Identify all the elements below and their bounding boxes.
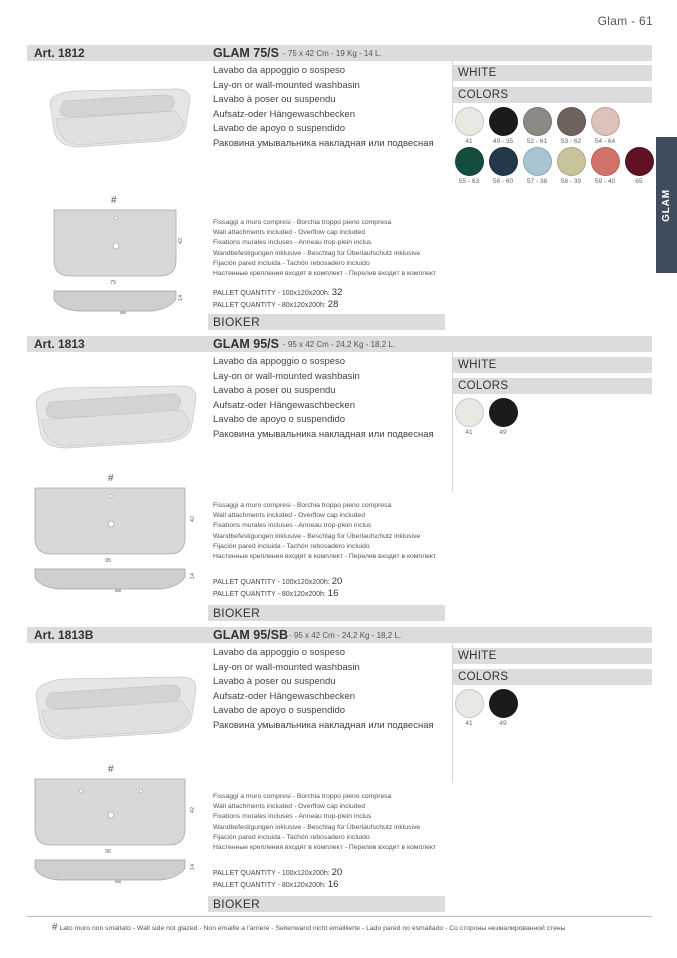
fixing-line: Wall attachments included - Overflow cap included: [213, 803, 365, 811]
color-swatch: [557, 147, 586, 176]
color-swatch: [455, 147, 484, 176]
article-number: Art. 1813B: [34, 628, 94, 642]
fixings-list: [213, 218, 436, 279]
color-code: 59 - 40: [594, 178, 616, 185]
colors-bar: [453, 669, 652, 685]
colors-bar: [453, 378, 652, 394]
pallet-row-a: PALLET QUANTITY - 100x120x200h: 20: [213, 867, 343, 878]
color-swatch: [489, 689, 518, 718]
colors-label: COLORS: [458, 671, 509, 683]
footer-text: Lato muro non smaltato - Wall side not glazed - Non emaille a l'arriere - Seitenwand nicht emaillierte - Lado pared no esmaltado - Со стороны незмалированной стены: [59, 925, 566, 932]
article-bar: [27, 627, 208, 643]
fixing-line: Wandbefestigungen inklusive - Beschlag für Überlaufschutz inklusive: [213, 249, 421, 257]
fixings-list: [213, 501, 436, 562]
color-code: 55 - 63: [458, 178, 480, 185]
description-line: Lavabo da appoggio o sospeso: [213, 647, 346, 658]
description-line: Раковина умывальника накладная или подвесная: [213, 428, 434, 440]
footer-hash: #: [52, 922, 58, 933]
model-name: GLAM 75/S: [213, 46, 279, 60]
fixings-list: [213, 792, 436, 853]
dimension-depth: 42: [190, 515, 197, 523]
description-line: Lavabo da appoggio o sospeso: [213, 356, 346, 367]
white-label: WHITE: [458, 67, 497, 79]
material-label: BIOKER: [213, 897, 261, 911]
dimension-thickness: 14: [178, 294, 185, 302]
fixing-line: Fijación pared incluida - Tachón rebosadero incluido: [213, 259, 370, 267]
colors-label: COLORS: [458, 89, 509, 101]
fixing-line: Wandbefestigungen inklusive - Beschlag für Überlaufschutz inklusive: [213, 532, 421, 540]
description-line: Lavabo de apoyo o suspendido: [213, 123, 346, 134]
color-swatch: [489, 147, 518, 176]
product-section-3: [0, 627, 677, 917]
wall-side-mark: #: [108, 473, 114, 484]
description-line: Aufsatz-oder Hängewaschbecken: [213, 399, 356, 411]
model-specs: - 75 x 42 Cm - 19 Kg - 14 L.: [283, 49, 382, 58]
dimension-width: 95: [105, 558, 112, 564]
color-code: 41: [465, 138, 473, 145]
color-code: 49: [499, 720, 507, 727]
dimension-thickness: 14: [190, 572, 197, 580]
model-specs: - 95 x 42 Cm - 24,2 Kg - 18,2 L.: [283, 340, 396, 349]
model-bar: [208, 336, 652, 352]
description-line: Aufsatz-oder Hängewaschbecken: [213, 690, 356, 702]
fixing-line: Wall attachments included - Overflow cap included: [213, 229, 365, 237]
dimension-depth: 42: [190, 806, 197, 814]
white-bar: [453, 357, 652, 373]
article-bar: [27, 45, 208, 61]
colors-label: COLORS: [458, 380, 509, 392]
pallet-row-a: PALLET QUANTITY - 100x120x200h: 32: [213, 287, 343, 298]
color-swatch: [591, 147, 620, 176]
color-swatch: [455, 689, 484, 718]
material-bar: [208, 605, 445, 621]
pallet-row-b: PALLET QUANTITY - 80x120x200h: 16: [213, 587, 339, 599]
model-name: GLAM 95/SB: [213, 628, 289, 642]
description-list: [213, 646, 434, 733]
basin-side-view: [33, 567, 193, 597]
model-name: GLAM 95/S: [213, 337, 279, 351]
color-code: 57 - 38: [526, 178, 548, 185]
description-line: Lavabo da appoggio o sospeso: [213, 65, 346, 76]
article-number: Art. 1813: [34, 337, 85, 351]
colors-bar: [453, 87, 652, 103]
wall-side-mark: #: [108, 764, 114, 775]
wall-side-mark: #: [111, 195, 117, 206]
fixing-line: Wandbefestigungen inklusive - Beschlag für Überlaufschutz inklusive: [213, 823, 421, 831]
pallet-row-b: PALLET QUANTITY - 80x120x200h: 16: [213, 878, 339, 890]
fixing-line: Wall attachments included - Overflow cap included: [213, 512, 365, 520]
fixing-line: Настенные крепления входят в комплект - Перелив входит в комплект: [213, 553, 437, 561]
color-swatch: [557, 107, 586, 136]
color-swatch: [625, 147, 654, 176]
page-header: Glam - 61: [597, 14, 653, 28]
dimension-thickness: 14: [190, 863, 197, 871]
model-bar: [208, 627, 652, 643]
color-code: 41: [465, 429, 473, 436]
basin-side-view: [33, 858, 193, 888]
color-swatch: [489, 107, 518, 136]
color-code: 65: [635, 178, 643, 185]
color-swatch: [591, 107, 620, 136]
description-line: Lay-on or wall-mounted washbasin: [213, 661, 360, 673]
dimension-width: 95: [105, 849, 112, 855]
description-line: Lavabo à poser ou suspendu: [213, 676, 336, 687]
dimension-depth: 42: [178, 237, 185, 245]
pallet-row-b: PALLET QUANTITY - 80x120x200h: 28: [213, 298, 339, 310]
description-list: [213, 64, 434, 151]
fixing-line: Настенные крепления входят в комплект - Перелив входит в комплект: [213, 844, 437, 852]
description-line: Lavabo de apoyo o suspendido: [213, 414, 346, 425]
article-number: Art. 1812: [34, 46, 85, 60]
description-line: Lay-on or wall-mounted washbasin: [213, 79, 360, 91]
model-bar: [208, 45, 652, 61]
pallet-quantity: [213, 577, 342, 600]
material-label: BIOKER: [213, 606, 261, 620]
basin-top-view: [33, 486, 193, 566]
footer-divider: [27, 916, 652, 917]
color-code: 41: [465, 720, 473, 727]
description-line: Lavabo à poser ou suspendu: [213, 94, 336, 105]
color-swatch: [455, 398, 484, 427]
pallet-row-a: PALLET QUANTITY - 100x120x200h: 20: [213, 576, 343, 587]
color-code: 54 - 64: [594, 138, 616, 145]
white-label: WHITE: [458, 650, 497, 662]
color-code: 53 - 62: [560, 138, 582, 145]
color-code: 52 - 61: [526, 138, 548, 145]
basin-render: [32, 364, 200, 464]
color-code: 58 - 39: [560, 178, 582, 185]
color-swatch: [523, 107, 552, 136]
model-specs: - 95 x 42 Cm - 24,2 Kg - 18,2 L.: [289, 631, 402, 640]
material-bar: [208, 896, 445, 912]
color-swatch: [489, 398, 518, 427]
color-code: 49 - 35: [492, 138, 514, 145]
description-line: Lavabo à poser ou suspendu: [213, 385, 336, 396]
basin-render: [32, 655, 200, 755]
description-line: Lavabo de apoyo o suspendido: [213, 705, 346, 716]
white-bar: [453, 65, 652, 81]
basin-top-view: [33, 777, 193, 857]
fixing-line: Fissaggi a muro compresi - Borchia troppo pieno compresa: [213, 793, 392, 800]
product-section-2: [0, 336, 677, 626]
footer-note: [52, 922, 566, 933]
material-bar: [208, 314, 445, 330]
fixing-line: Fissaggi a muro compresi - Borchia troppo pieno compresa: [213, 502, 392, 509]
fixing-line: Fijación pared incluida - Tachón rebosadero incluido: [213, 833, 370, 841]
basin-side-view: [52, 289, 184, 319]
dimension-width: 75: [110, 280, 117, 286]
fixing-line: Fissaggi a muro compresi - Borchia troppo pieno compresa: [213, 219, 392, 226]
side-tab-label: GLAM: [661, 188, 673, 222]
fixing-line: Настенные крепления входят в комплект - Перелив входит в комплект: [213, 270, 437, 278]
description-line: Раковина умывальника накладная или подвесная: [213, 137, 434, 149]
white-bar: [453, 648, 652, 664]
color-swatch: [523, 147, 552, 176]
basin-render: [46, 77, 194, 177]
fixing-line: Fixations murales incluses - Anneau trop-plein inclus: [213, 522, 372, 530]
white-label: WHITE: [458, 359, 497, 371]
description-line: Aufsatz-oder Hängewaschbecken: [213, 108, 356, 120]
divider: [452, 643, 453, 783]
color-code: 49: [499, 429, 507, 436]
color-code: 56 - 60: [492, 178, 514, 185]
pallet-quantity: [213, 868, 342, 891]
pallet-quantity: [213, 288, 342, 311]
description-list: [213, 355, 434, 442]
fixing-line: Fixations murales incluses - Anneau trop-plein inclus: [213, 239, 372, 247]
basin-top-view: [52, 208, 184, 288]
product-section-1: [0, 45, 677, 335]
description-line: Раковина умывальника накладная или подвесная: [213, 719, 434, 731]
material-label: BIOKER: [213, 315, 261, 329]
fixing-line: Fixations murales incluses - Anneau trop-plein inclus: [213, 813, 372, 821]
fixing-line: Fijación pared incluida - Tachón rebosadero incluido: [213, 542, 370, 550]
color-swatch: [455, 107, 484, 136]
divider: [452, 352, 453, 492]
article-bar: [27, 336, 208, 352]
description-line: Lay-on or wall-mounted washbasin: [213, 370, 360, 382]
